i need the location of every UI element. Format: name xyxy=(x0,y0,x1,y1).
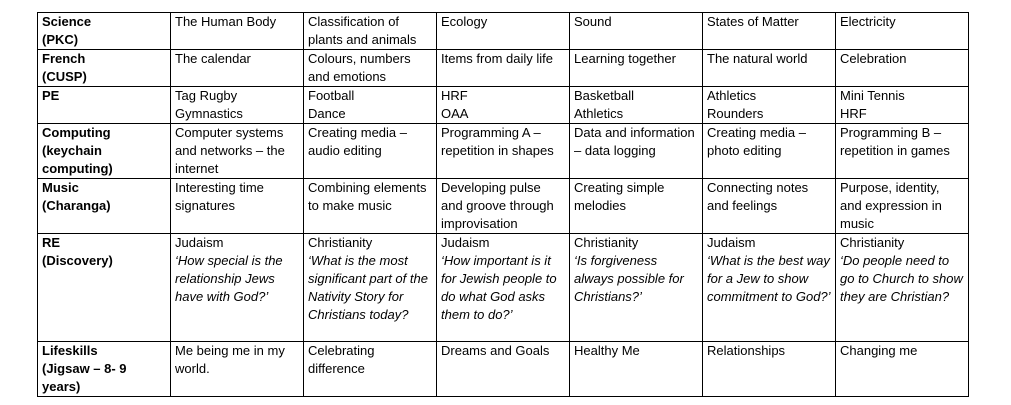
topic-text: HRF xyxy=(840,106,867,121)
topic-cell xyxy=(304,124,437,179)
topic-cell xyxy=(171,50,304,87)
subject-label: (PKC) xyxy=(42,32,79,47)
topic-cell xyxy=(570,124,703,179)
subject-label: Music xyxy=(42,180,79,195)
subject-label: Computing xyxy=(42,125,111,140)
topic-cell xyxy=(437,234,570,342)
topic-cell xyxy=(171,342,304,397)
topic-text: Football xyxy=(308,88,355,103)
topic-text: Christianity xyxy=(574,235,639,250)
topic-cell xyxy=(570,234,703,342)
enquiry-question: ‘Do people need to go to Church to show they are Christian? xyxy=(840,253,963,304)
topic-text: Celebration xyxy=(840,51,907,66)
topic-text: Judaism xyxy=(707,235,756,250)
topic-text: Colours, numbers and emotions xyxy=(308,51,411,84)
topic-cell xyxy=(570,342,703,397)
subject-label: (CUSP) xyxy=(42,69,87,84)
topic-text: Judaism xyxy=(441,235,490,250)
topic-text: Sound xyxy=(574,14,612,29)
topic-text: Programming A – repetition in shapes xyxy=(441,125,554,158)
subject-cell xyxy=(38,13,171,50)
topic-text: Programming B – repetition in games xyxy=(840,125,950,158)
topic-text: Learning together xyxy=(574,51,676,66)
topic-text: Electricity xyxy=(840,14,896,29)
topic-cell xyxy=(437,124,570,179)
subject-label: (keychain computing) xyxy=(42,143,113,176)
topic-cell xyxy=(171,87,304,124)
table-row xyxy=(38,234,969,342)
topic-cell xyxy=(437,179,570,234)
topic-cell xyxy=(836,124,969,179)
topic-text: Interesting time signatures xyxy=(175,180,264,213)
subject-label: (Charanga) xyxy=(42,198,111,213)
topic-text: Mini Tennis xyxy=(840,88,905,103)
curriculum-table-body xyxy=(38,13,969,397)
topic-cell xyxy=(171,234,304,342)
subject-label: French xyxy=(42,51,86,66)
topic-cell xyxy=(437,87,570,124)
topic-cell xyxy=(836,13,969,50)
topic-text: Creating media – audio editing xyxy=(308,125,407,158)
topic-cell xyxy=(304,234,437,342)
enquiry-question: ‘Is forgiveness always possible for Christians?’ xyxy=(574,253,684,304)
topic-text: Tag Rugby xyxy=(175,88,238,103)
topic-text: Purpose, identity, and expression in music xyxy=(840,180,942,231)
subject-cell xyxy=(38,87,171,124)
topic-text: Combining elements to make music xyxy=(308,180,427,213)
topic-cell xyxy=(171,179,304,234)
topic-cell xyxy=(570,87,703,124)
enquiry-question: ‘How special is the relationship Jews have with God?’ xyxy=(175,253,283,304)
topic-text: Gymnastics xyxy=(175,106,243,121)
topic-text: Rounders xyxy=(707,106,764,121)
topic-cell xyxy=(703,179,836,234)
curriculum-table xyxy=(37,12,969,397)
subject-cell xyxy=(38,50,171,87)
topic-cell xyxy=(836,50,969,87)
topic-cell xyxy=(304,87,437,124)
topic-cell xyxy=(570,179,703,234)
topic-text: The natural world xyxy=(707,51,808,66)
enquiry-question: ‘How important is it for Jewish people to do what God asks them to do?’ xyxy=(441,253,557,322)
topic-text: Developing pulse and groove through improvisation xyxy=(441,180,554,231)
topic-text: OAA xyxy=(441,106,469,121)
topic-text: Christianity xyxy=(308,235,373,250)
table-row xyxy=(38,50,969,87)
subject-label: RE xyxy=(42,235,61,250)
topic-cell xyxy=(171,124,304,179)
topic-cell xyxy=(703,87,836,124)
topic-cell xyxy=(437,13,570,50)
enquiry-question: ‘What is the most significant part of the Nativity Story for Christians today? xyxy=(308,253,428,322)
topic-text: The calendar xyxy=(175,51,251,66)
subject-cell xyxy=(38,234,171,342)
subject-label: Science xyxy=(42,14,92,29)
topic-text: Basketball xyxy=(574,88,634,103)
topic-cell xyxy=(703,234,836,342)
table-row xyxy=(38,124,969,179)
topic-cell xyxy=(304,50,437,87)
topic-cell xyxy=(703,13,836,50)
topic-cell xyxy=(304,13,437,50)
topic-text: Judaism xyxy=(175,235,224,250)
subject-label: (Jigsaw – 8- 9 years) xyxy=(42,361,127,394)
topic-text: The Human Body xyxy=(175,14,277,29)
topic-text: Christianity xyxy=(840,235,905,250)
subject-cell xyxy=(38,179,171,234)
topic-cell xyxy=(703,342,836,397)
topic-cell xyxy=(836,342,969,397)
subject-cell xyxy=(38,124,171,179)
topic-text: Changing me xyxy=(840,343,918,358)
table-row xyxy=(38,87,969,124)
topic-text: Connecting notes and feelings xyxy=(707,180,809,213)
topic-cell xyxy=(570,50,703,87)
topic-cell xyxy=(171,13,304,50)
topic-text: HRF xyxy=(441,88,468,103)
subject-label: PE xyxy=(42,88,60,103)
topic-text: Athletics xyxy=(707,88,757,103)
subject-label: (Discovery) xyxy=(42,253,113,268)
topic-cell xyxy=(836,234,969,342)
topic-text: Celebrating difference xyxy=(308,343,375,376)
subject-label: Lifeskills xyxy=(42,343,98,358)
topic-text: Ecology xyxy=(441,14,488,29)
table-row xyxy=(38,13,969,50)
topic-cell xyxy=(304,179,437,234)
topic-text: Athletics xyxy=(574,106,624,121)
topic-text: Dance xyxy=(308,106,346,121)
topic-cell xyxy=(836,87,969,124)
topic-cell xyxy=(703,50,836,87)
topic-cell xyxy=(437,50,570,87)
topic-cell xyxy=(570,13,703,50)
topic-text: Creating media – photo editing xyxy=(707,125,806,158)
topic-cell xyxy=(437,342,570,397)
topic-text: Creating simple melodies xyxy=(574,180,665,213)
topic-text: States of Matter xyxy=(707,14,799,29)
topic-text: Computer systems and networks – the internet xyxy=(175,125,285,176)
enquiry-question: ‘What is the best way for a Jew to show commitment to God?’ xyxy=(707,253,831,304)
table-row xyxy=(38,179,969,234)
topic-text: Relationships xyxy=(707,343,786,358)
table-row xyxy=(38,342,969,397)
topic-text: Classification of plants and animals xyxy=(308,14,417,47)
topic-cell xyxy=(836,179,969,234)
subject-cell xyxy=(38,342,171,397)
topic-cell xyxy=(703,124,836,179)
topic-text: Items from daily life xyxy=(441,51,553,66)
topic-cell xyxy=(304,342,437,397)
topic-text: Me being me in my world. xyxy=(175,343,285,376)
topic-text: Data and information – data logging xyxy=(574,125,695,158)
topic-text: Healthy Me xyxy=(574,343,640,358)
topic-text: Dreams and Goals xyxy=(441,343,550,358)
